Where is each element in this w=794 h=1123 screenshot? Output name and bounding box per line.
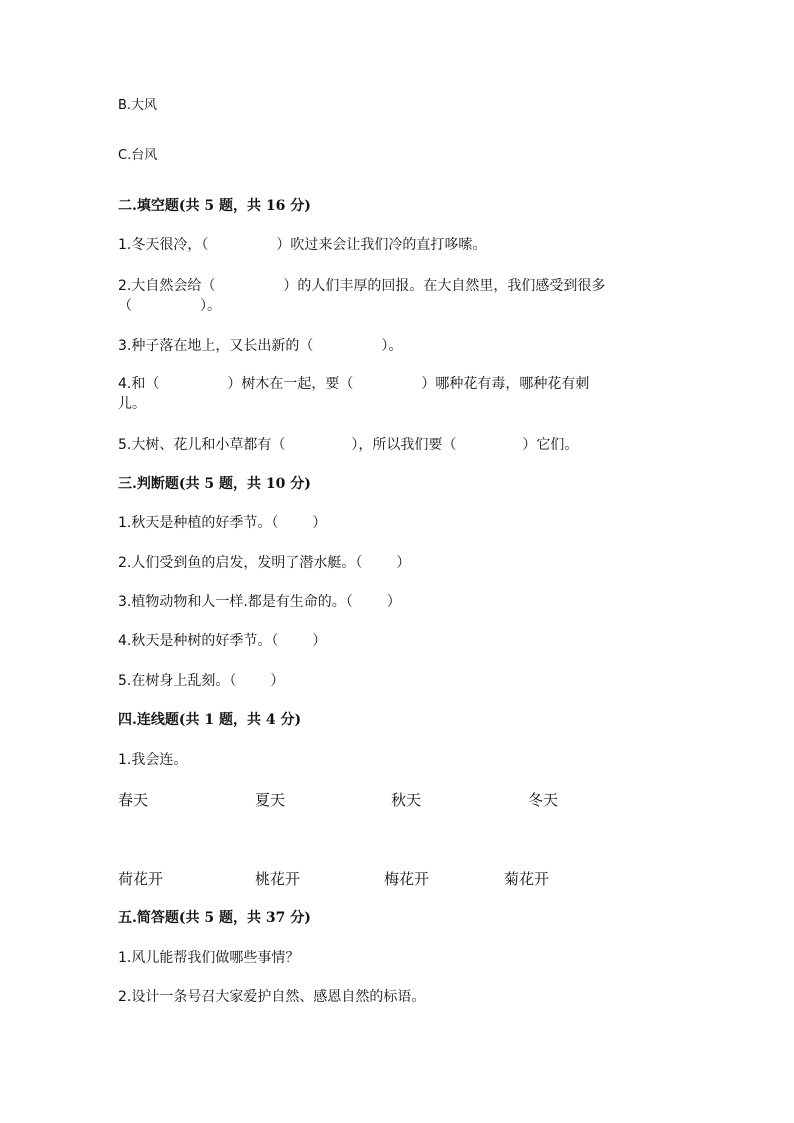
judge-q2-text-b: ） (396, 555, 411, 571)
fill-question-4-line-2: 儿。 (118, 396, 146, 412)
judge-q2-text-a: 2.人们受到鱼的启发，发明了潜水艇。（ (118, 555, 363, 571)
fill-question-2 (118, 276, 605, 296)
short-question-1: 1.风儿能帮我们做哪些事情？ (118, 950, 300, 966)
fill-q2-text-d: ）。 (200, 298, 221, 314)
flower-peach: 桃花开 (255, 870, 301, 888)
flower-plum: 梅花开 (384, 870, 430, 888)
section-heading-judge: 三.判断题(共 5 题，共 10 分) (118, 476, 311, 492)
fill-question-1 (118, 235, 486, 255)
fill-q4-text-b: ）树木在一起，要（ (227, 376, 354, 392)
judge-question-2 (118, 553, 410, 573)
fill-q2-text-a: 2.大自然会给（ (118, 278, 216, 294)
option-b: B.大风 (118, 98, 158, 113)
fill-q2-text-b: ）的人们丰厚的回报。在大自然里，我们感受到很多 (283, 278, 606, 294)
judge-q1-text-a: 1.秋天是种植的好季节。（ (118, 515, 279, 531)
judge-q4-text-a: 4.秋天是种树的好季节。（ (118, 633, 279, 649)
judge-q4-text-b: ） (312, 633, 327, 649)
section-heading-short: 五.简答题(共 5 题，共 37 分) (118, 910, 311, 926)
fill-q1-text-a: 1.冬天很冷，（ (118, 237, 209, 253)
fill-question-2-line-2 (118, 296, 221, 316)
match-question-1: 1.我会连。 (118, 752, 188, 768)
fill-q3-text-a: 3.种子落在地上，又长出新的（ (118, 338, 314, 354)
fill-question-5 (118, 435, 578, 455)
section-heading-match: 四.连线题(共 1 题，共 4 分) (118, 712, 302, 728)
judge-q1-text-b: ） (312, 515, 327, 531)
judge-question-3 (118, 592, 401, 612)
season-spring: 春天 (118, 791, 149, 809)
fill-q4-text-c: ）哪种花有毒，哪种花有刺 (421, 376, 590, 392)
fill-q4-text-a: 4.和（ (118, 376, 160, 392)
season-autumn: 秋天 (391, 791, 422, 809)
fill-q2-text-c: （ (118, 298, 132, 314)
judge-q3-text-b: ） (386, 594, 401, 610)
season-winter: 冬天 (528, 791, 559, 809)
fill-q5-text-a: 5.大树、花儿和小草都有（ (118, 437, 286, 453)
judge-q5-text-b: ） (270, 673, 285, 689)
fill-q1-text-b: ）吹过来会让我们冷的直打哆嗦。 (276, 237, 487, 253)
judge-q5-text-a: 5.在树身上乱刻。（ (118, 673, 237, 689)
season-summer: 夏天 (255, 791, 286, 809)
judge-question-5 (118, 671, 284, 691)
fill-q5-text-c: ）它们。 (522, 437, 579, 453)
flower-lotus: 荷花开 (118, 870, 164, 888)
flower-chrysanthemum: 菊花开 (504, 870, 550, 888)
fill-question-4 (118, 374, 589, 394)
option-c: C.台风 (118, 148, 158, 163)
fill-q5-text-b: ），所以我们要（ (351, 437, 457, 453)
judge-question-4 (118, 631, 326, 651)
fill-q3-text-b: ）。 (381, 338, 403, 354)
judge-q3-text-a: 3.植物动物和人一样.都是有生命的。（ (118, 594, 353, 610)
fill-question-3 (118, 336, 402, 356)
section-heading-fill: 二.填空题(共 5 题，共 16 分) (118, 198, 311, 214)
short-question-2: 2.设计一条号召大家爱护自然、感恩自然的标语。 (118, 989, 426, 1005)
judge-question-1 (118, 513, 326, 533)
